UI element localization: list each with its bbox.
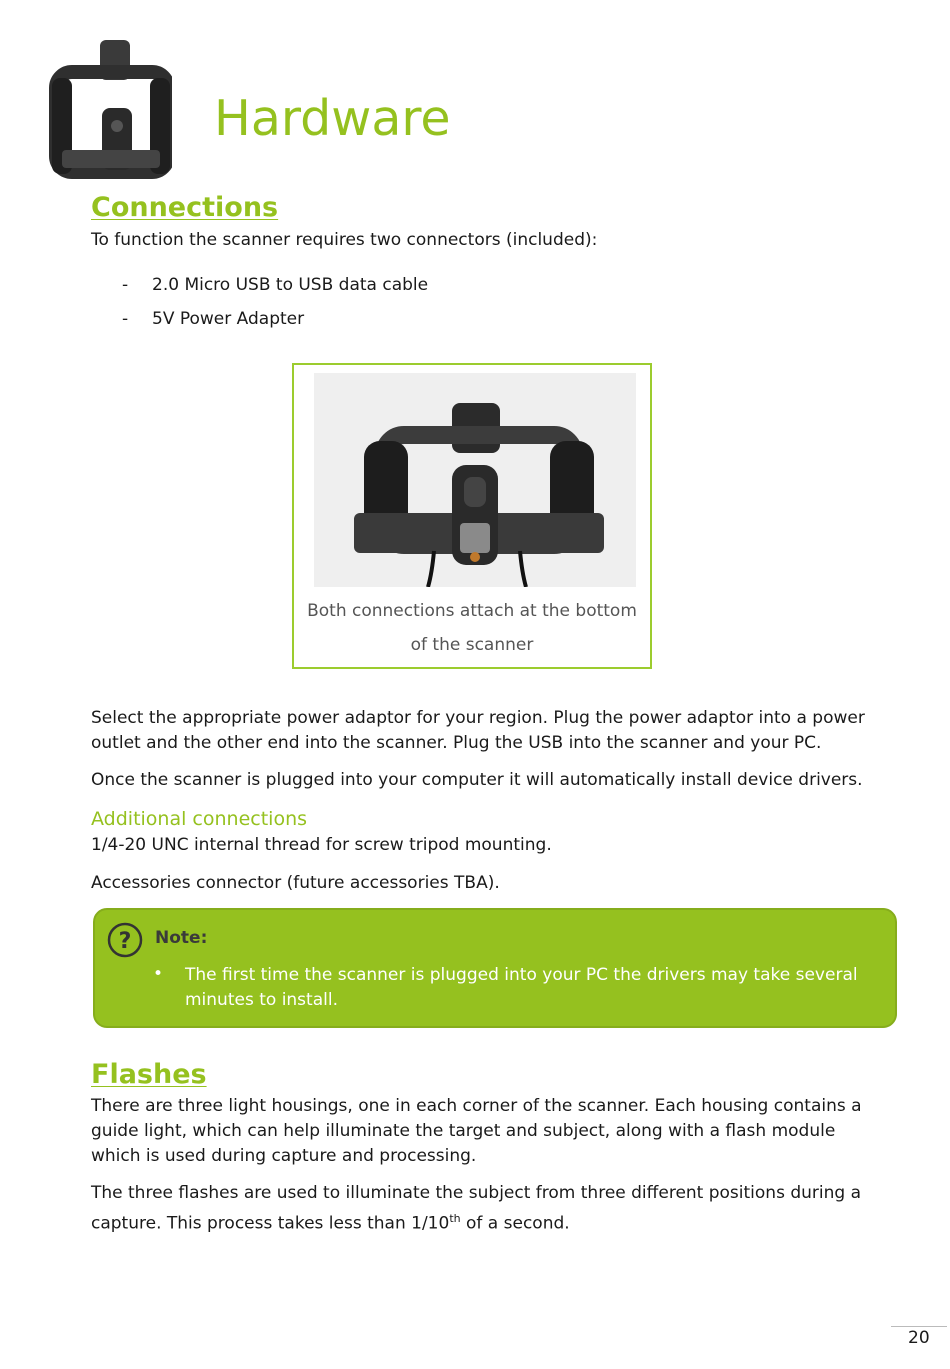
question-icon bbox=[107, 922, 143, 958]
paragraph-line bbox=[91, 1206, 570, 1237]
figure-box bbox=[292, 363, 652, 669]
note-box bbox=[93, 908, 897, 1028]
page-number-divider bbox=[891, 1326, 947, 1327]
list-item bbox=[0, 309, 950, 333]
text-segment: capture. This process takes less than 1/10 bbox=[91, 1213, 450, 1234]
bullet-marker: - bbox=[122, 309, 129, 329]
bullet-marker: - bbox=[122, 275, 129, 295]
header-scanner-image bbox=[48, 38, 172, 180]
list-item bbox=[0, 275, 950, 299]
figure-caption-line1: Both connections attach at the bottom bbox=[307, 601, 637, 621]
paragraph-line: Select the appropriate power adaptor for your region. Plug the power adaptor into a power bbox=[91, 708, 865, 728]
paragraph-line: which is used during capture and processing. bbox=[91, 1146, 477, 1166]
text-segment: of a second. bbox=[460, 1213, 570, 1234]
connections-heading: Connections bbox=[91, 192, 279, 223]
paragraph-line: There are three light housings, one in each corner of the scanner. Each housing contains a bbox=[91, 1096, 862, 1116]
paragraph-line: Once the scanner is plugged into your computer it will automatically install device drivers. bbox=[91, 770, 863, 790]
page-title: Hardware bbox=[214, 90, 451, 147]
paragraph-line: Accessories connector (future accessories TBA). bbox=[91, 873, 500, 893]
paragraph-line: 1/4-20 UNC internal thread for screw tripod mounting. bbox=[91, 835, 552, 855]
brand-label: FUEL3D bbox=[460, 432, 492, 441]
figure-caption-line2: of the scanner bbox=[410, 635, 534, 655]
paragraph-line: The three flashes are used to illuminate the subject from three different positions during a bbox=[91, 1183, 862, 1203]
note-text-line1: The first time the scanner is plugged into your PC the drivers may take several bbox=[185, 965, 858, 985]
bullet-text: 5V Power Adapter bbox=[152, 309, 305, 329]
connections-intro: To function the scanner requires two connectors (included): bbox=[91, 230, 598, 250]
flashes-heading: Flashes bbox=[91, 1059, 207, 1090]
svg-text:?: ? bbox=[118, 929, 132, 954]
additional-connections-heading: Additional connections bbox=[91, 808, 308, 830]
note-text-line2: minutes to install. bbox=[185, 990, 338, 1010]
paragraph-line: outlet and the other end into the scanner. Plug the USB into the scanner and your PC. bbox=[91, 733, 822, 753]
page-number: 20 bbox=[908, 1328, 930, 1348]
scanner-photo bbox=[314, 373, 636, 587]
note-bullet-dot: • bbox=[153, 964, 164, 984]
note-label: Note: bbox=[155, 928, 208, 948]
bullet-text: 2.0 Micro USB to USB data cable bbox=[152, 275, 429, 295]
superscript: th bbox=[449, 1212, 461, 1225]
paragraph-line: guide light, which can help illuminate the target and subject, along with a flash module bbox=[91, 1121, 836, 1141]
